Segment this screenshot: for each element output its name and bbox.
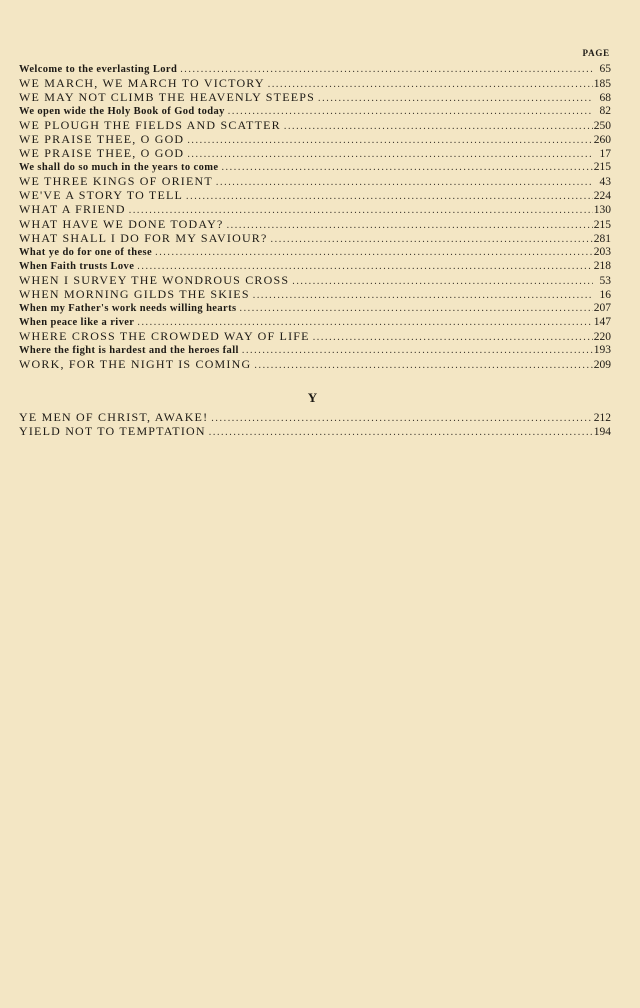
page-number: 53 — [599, 274, 611, 287]
index-entry — [19, 188, 611, 202]
page-number: 203 — [593, 245, 611, 258]
page-number: 220 — [593, 330, 611, 343]
hymn-title: WHAT SHALL I DO FOR MY SAVIOUR? — [19, 230, 268, 245]
index-entry — [19, 118, 611, 132]
dot-leader — [218, 161, 593, 175]
page-number: 193 — [593, 343, 611, 356]
hymn-title: Where the fight is hardest and the heroes fall — [19, 344, 239, 356]
dot-leader — [239, 344, 593, 358]
dot-leader — [225, 105, 593, 119]
page-number: 185 — [593, 78, 611, 91]
dot-leader — [184, 134, 593, 148]
hymn-title: WE THREE KINGS OF ORIENT — [19, 174, 213, 189]
hymn-title: WE PLOUGH THE FIELDS AND SCATTER — [19, 118, 281, 133]
index-entry — [19, 245, 611, 259]
page-number: 147 — [593, 315, 611, 328]
hymn-title: We open wide the Holy Book of God today — [19, 106, 225, 118]
page-number: 82 — [599, 105, 611, 118]
dot-leader — [281, 120, 593, 134]
index-entry — [19, 357, 611, 371]
hymn-title: WE MARCH, WE MARCH TO VICTORY — [19, 76, 265, 91]
index-entry — [19, 217, 611, 231]
page-number: 130 — [593, 204, 611, 217]
hymn-title: What ye do for one of these — [19, 246, 153, 258]
hymn-title: WHAT A FRIEND — [19, 202, 126, 217]
hymn-title: WHEN MORNING GILDS THE SKIES — [19, 286, 250, 301]
page-number: 209 — [593, 358, 611, 371]
dot-leader — [251, 359, 593, 373]
index-entry — [19, 273, 611, 287]
dot-leader — [208, 412, 593, 426]
index-entry — [19, 329, 611, 343]
index-entry — [19, 259, 611, 273]
dot-leader — [206, 426, 593, 440]
dot-leader — [268, 233, 593, 247]
dot-leader — [289, 275, 593, 289]
page-number: 17 — [599, 148, 611, 161]
index-entry — [19, 424, 611, 438]
index-entry — [19, 343, 611, 357]
page-number: 212 — [593, 412, 611, 424]
index-entry — [19, 315, 611, 329]
dot-leader — [183, 190, 593, 204]
page-number: 68 — [599, 92, 611, 105]
page-number: 194 — [593, 426, 611, 439]
index-entry — [19, 231, 611, 245]
hymn-title: We shall do so much in the years to come — [19, 162, 219, 174]
dot-leader — [134, 316, 593, 330]
page-number: 43 — [599, 176, 611, 189]
dot-leader — [213, 176, 593, 190]
hymn-title: WORK, FOR THE NIGHT IS COMING — [19, 356, 252, 371]
hymn-title: WE'VE A STORY TO TELL — [19, 188, 184, 203]
hymn-title: Welcome to the everlasting Lord — [19, 64, 178, 75]
dot-leader — [315, 92, 593, 106]
index-entry — [19, 202, 611, 216]
page-number: 218 — [593, 259, 611, 272]
page-number: 281 — [593, 232, 611, 245]
section-heading-y: Y — [307, 390, 318, 405]
index-list-y — [19, 410, 611, 438]
index-entry — [19, 104, 611, 118]
index-entry — [19, 287, 611, 301]
dot-leader — [177, 63, 593, 77]
index-entry — [19, 146, 611, 160]
dot-leader — [236, 302, 593, 316]
dot-leader — [250, 289, 593, 303]
hymn-title: WHERE CROSS THE CROWDED WAY OF LIFE — [19, 328, 310, 343]
hymn-title: WHEN I SURVEY THE WONDROUS CROSS — [19, 272, 290, 287]
page-number: 260 — [593, 134, 611, 147]
page-number: 224 — [593, 190, 611, 203]
hymn-title: When Faith trusts Love — [19, 260, 135, 272]
hymn-title: WE MAY NOT CLIMB THE HEAVENLY STEEPS — [19, 90, 316, 105]
page-number: 215 — [593, 161, 611, 174]
index-entry — [19, 410, 611, 424]
dot-leader — [310, 331, 593, 345]
hymn-title: WHAT HAVE WE DONE TODAY? — [19, 216, 224, 231]
index-entry — [19, 76, 611, 90]
dot-leader — [152, 246, 593, 260]
hymn-title: WE PRAISE THEE, O GOD — [19, 146, 185, 161]
index-entry — [19, 160, 611, 174]
page-number: 207 — [593, 301, 611, 314]
page-number: 65 — [599, 63, 611, 75]
index-entry — [19, 132, 611, 146]
index-entry — [19, 90, 611, 104]
hymn-title: WE PRAISE THEE, O GOD — [19, 132, 185, 147]
page-number: 215 — [593, 218, 611, 231]
page-number: 250 — [593, 120, 611, 133]
hymn-title: YE MEN OF CHRIST, AWAKE! — [19, 410, 209, 424]
index-entry — [19, 174, 611, 188]
hymn-title: When peace like a river — [19, 316, 135, 328]
dot-leader — [184, 148, 593, 162]
hymn-title: YIELD NOT TO TEMPTATION — [19, 424, 206, 439]
hymn-title: When my Father's work needs willing hearts — [19, 302, 237, 314]
index-entry — [19, 62, 611, 76]
index-list-w — [19, 62, 611, 371]
page-number: 16 — [599, 288, 611, 301]
dot-leader — [134, 260, 593, 274]
index-entry — [19, 301, 611, 315]
page-column-header: PAGE — [582, 48, 610, 58]
dot-leader — [224, 219, 593, 233]
